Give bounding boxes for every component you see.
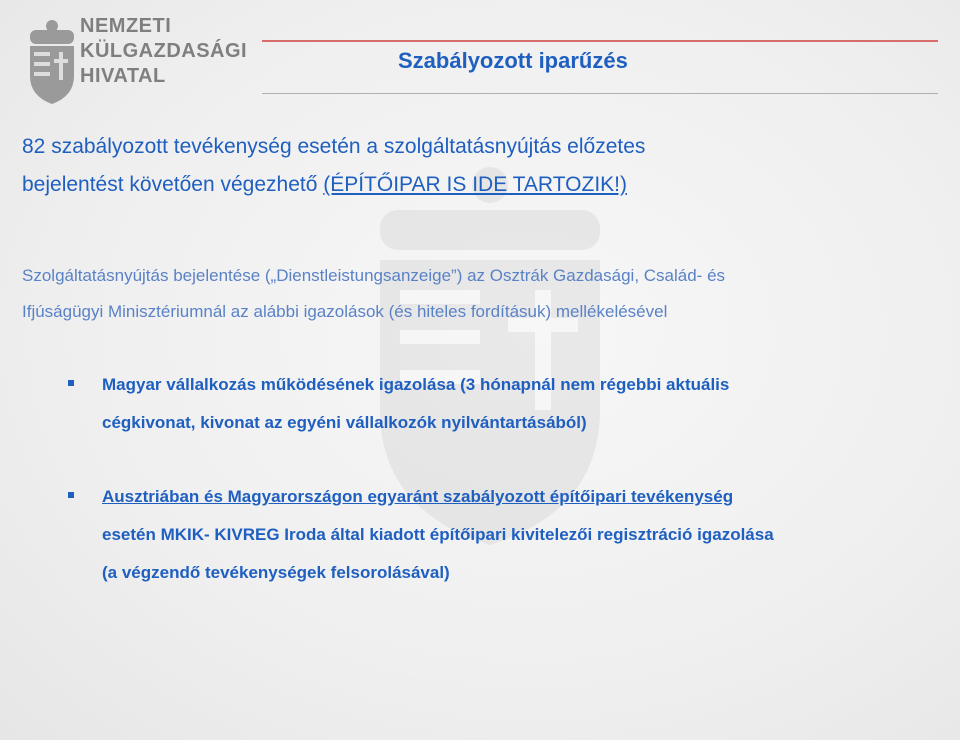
intro-line-2: Ifjúságügyi Minisztériumnál az alábbi igazolások (és hiteles fordításuk) mellékelésével: [22, 302, 668, 321]
intro-paragraph: [22, 258, 922, 330]
intro-line-1: Szolgáltatásnyújtás bejelentése („Dienstleistungsanzeige”) az Osztrák Gazdasági, Család- és: [22, 266, 726, 285]
bullet-text-1: [102, 366, 902, 442]
bullet-square-icon: [68, 380, 74, 386]
bullet-2-line-1: Ausztriában és Magyarországon egyaránt szabályozott építőipari tevékenység: [102, 487, 734, 506]
bullet-2-line-2: esetén MKIK- KIVREG Iroda által kiadott építőipari kivitelezői regisztráció igazolása: [102, 525, 774, 544]
headline-line-2-prefix: bejelentést követően végezhető: [22, 173, 324, 196]
bullet-square-icon: [68, 492, 74, 498]
headline-line-2: [22, 166, 922, 204]
header-rule-top: [262, 40, 938, 42]
header-rule-bottom: [262, 93, 938, 94]
bullet-1-line-1: Magyar vállalkozás működésének igazolása (3 hónapnál nem régebbi aktuális: [102, 375, 730, 394]
headline-emphasis: (ÉPÍTŐIPAR IS IDE TARTOZIK!): [323, 173, 627, 196]
headline-line-1: 82 szabályozott tevékenység esetén a szolgáltatásnyújtás előzetes: [22, 135, 646, 158]
logo-text: NEMZETI KÜLGAZDASÁGI HIVATAL: [80, 15, 248, 87]
headline: [22, 128, 922, 204]
page-title: Szabályozott iparűzés: [398, 48, 628, 73]
bullet-2-line-3: (a végzendő tevékenységek felsorolásával): [102, 563, 450, 582]
bullet-text-2: [102, 478, 902, 592]
bullet-1-line-2: cégkivonat, kivonat az egyéni vállalkozók nyilvántartásából): [102, 413, 587, 432]
